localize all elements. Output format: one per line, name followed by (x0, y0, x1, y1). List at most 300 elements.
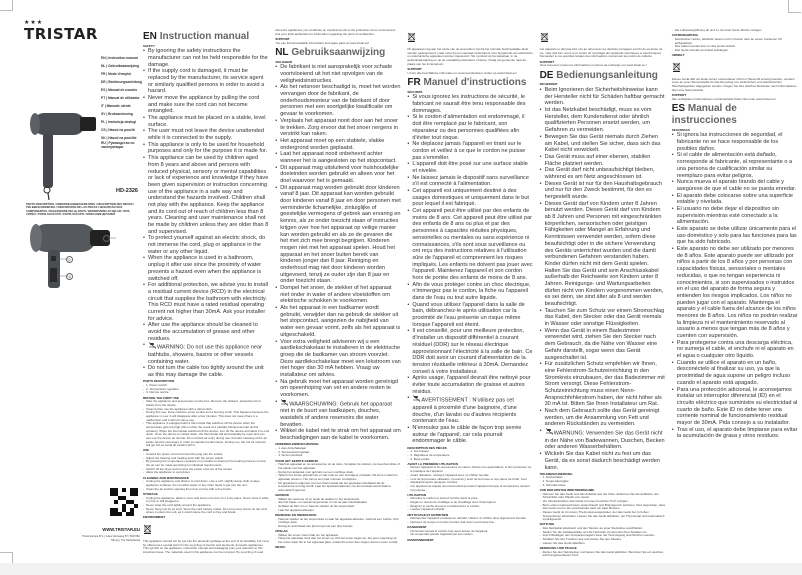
subsection-heading: STORAGE (143, 491, 158, 496)
subsection-text: Vous trouverez toutes les informations et pièces de rechange sur www.tristar.eu ! (539, 63, 647, 68)
section-heading (275, 47, 401, 59)
safety-item-text: El aparato debe colocarse sobre una superficie estable y nivelada. (676, 192, 794, 206)
subsection-heading: CLEANING AND MAINTENANCE (143, 475, 189, 480)
subsection-item: - Allow the appliance to cool down. (146, 471, 269, 475)
qr-code[interactable] (110, 488, 138, 516)
subsection-item: - 3. Narrow nozzle (146, 391, 269, 395)
safety-item (280, 138, 401, 151)
language-item: IT | Manuale utente (101, 104, 131, 108)
safety-item-text: Para protegerse contra una descarga eléctrica, no sumerja el cable, el enchufe ni el aparato en el agua o cualquier otro líquido. (676, 339, 794, 360)
safety-item-text: When the appliance is used in a bathroom, unplug it after use since the proximity of water presents a hazard even when the appliance is switched off. (148, 255, 262, 282)
subsection-item: - Beim ersten Gebrauch kann etwas Rauch und Brandgeruch auftreten. Dies liegt daran, dass das Gerät neu ist. Es verschwindet nach ein paar Minuten. (543, 504, 666, 511)
safety-item (677, 206, 798, 226)
subsection-heading: MILIEU (275, 545, 286, 550)
subsection-item: - Take the appliance and accessories out the box. Remove the stickers, protective foil or plastic from the device. (146, 400, 269, 407)
safety-item-text: Beim Ignorieren der Sicherheitshinweise kann der Hersteller nicht für Schäden haftbar gemacht werden. (544, 87, 665, 107)
subsection-item: - Clean before use the appliance with a damp cloth. (146, 408, 269, 412)
subsection-list (540, 527, 666, 545)
subsection-item: - 3. Smal mondstuk (278, 454, 401, 458)
safety-item-text: Wickeln Sie das Kabel nicht zu fest um das Gerät, da es sonst dadurch beschädigt werden kann. (544, 451, 660, 471)
language-code: DE (539, 69, 554, 81)
safety-item (677, 179, 798, 192)
safety-item (280, 118, 401, 138)
safety-item (280, 339, 401, 379)
safety-item-text: El usuario no debe dejar el dispositivo sin supervisión mientras esté conectado a la alimentación. (676, 205, 780, 226)
safety-item (545, 134, 666, 154)
subsection-heading: UMWELT (671, 53, 685, 58)
safety-item (412, 175, 533, 188)
safety-item (412, 141, 533, 161)
safety-item (148, 282, 269, 322)
safety-item (148, 48, 269, 68)
safety-list (672, 132, 798, 440)
safety-item (412, 302, 533, 329)
safety-item-text: Wikkel de kabel niet te strak om het apparaat om beschadigingen aan de kabel te voorkomen. (280, 428, 401, 442)
subsection-heading: SUPPORT (671, 92, 687, 97)
section-title: Manuel d'instructions (423, 77, 527, 89)
subsection-item: - Schalten Sie den Trockner aus und ziehen Sie den Stecker. (543, 538, 666, 542)
subsection-heading: USE (143, 448, 150, 453)
subsection-item: - Déroulez le cordon et insérez la fiche dans la prise. (410, 497, 533, 501)
safety-item (280, 399, 401, 429)
safety-item (280, 64, 401, 84)
subsection-item: - Réglez le niveau de soufflage et de chauffage avec l'interrupteur. (410, 501, 533, 505)
subsection-item: - Éteignez le sèche-cheveux et débranchez le cordon. (410, 505, 533, 509)
language-item: SK | Návod na použitie (101, 136, 137, 140)
safety-item (545, 428, 666, 451)
subsection-item: - Cet appareil est équipé d'un thermostat qui éteint l'appareil lorsque la température devient trop élevée. (410, 485, 533, 492)
safety-item (545, 451, 666, 471)
safety-item-text: Ist das Netzkabel beschädigt, muss es vom Hersteller, dem Kundendienst oder ähnlich qualifizierten Personen ersetzt werden, um Gefahren zu vermeiden. (544, 107, 652, 134)
section-title: Manual de instrucciones (671, 103, 737, 127)
safety-item (545, 87, 666, 107)
subsection-heading: UTILISATION (407, 492, 426, 497)
language-item: FR | Mode d'emploi (101, 72, 132, 76)
safety-item-text: Este aparato no debe ser utilizado por menores de 8 años. Este aparato puede ser utilizado por niños a partir de los 8 años y por personas con capacidades físicas, sensoriales o mentales reducidas, o que no tengan experiencia ni conocimientos, si son supervisados o instruidos en el uso del aparato de forma segura y entienden los riesgos implicados. Los niños no pueden jugar con el aparato. Mantenga el aparato y el cable fuera del alcance de los niños menores de 8 años. Los niños no podrán realizar la limpieza ni el mantenimiento reservado al usuario a menos que tengan más de 8 años y cuenten con supervisión. (676, 246, 798, 340)
subsection-item: - Reinig het apparaat voor gebruik met een vochtige doek. (278, 471, 401, 475)
safety-item (280, 285, 401, 305)
safety-list (407, 94, 533, 445)
subsection-heading: NETTOYAGE ET ENTRETIEN (407, 512, 449, 517)
safety-item-text: Never move the appliance by pulling the cord and make sure the cord can not become entangled. (148, 94, 260, 115)
safety-item-text: For additional protection, we advise you to install a residual current device (RCD) in the electrical circuit that supplies the bathroom with electricity. This RCD must have a rated residual operating current not higher than 30mA. Ask your installer for advice. (148, 282, 268, 322)
safety-item (280, 84, 401, 117)
subsection-item: - Nehmen Sie das Gerät und das Zubehör aus der Kiste. Entfernen Sie die Aufkleber, die Schutzfolie oder Plastik vom Gerät. (543, 493, 666, 500)
safety-item-text: Het apparaat moet op een stabiele, vlakke ondergrond worden geplaatst. (280, 137, 385, 151)
safety-item (545, 107, 666, 134)
subsection-heading: AVANT LA PREMIÈRE UTILISATION (407, 461, 458, 466)
safety-item (412, 208, 533, 282)
subsection-heading: REINIGING EN ONDERHOUD (275, 512, 317, 517)
subsection-item: - Reinig de luchtinlaat van tijd tot tijd met een fijne borstel. (278, 525, 401, 529)
subsection-list (540, 476, 666, 487)
safety-item (280, 165, 401, 185)
safety-item-text: Si el cable de alimentación está dañado, corresponde al fabricante, al representante o a una persona de cualificación similar su reemplazo para evitar peligros. (676, 152, 793, 179)
subsection-list (143, 400, 269, 448)
subsection-item: - Adjust the blowing and heating level with the power switch. (146, 457, 269, 461)
crossed-bin-icon (143, 521, 269, 539)
safety-item (677, 340, 798, 360)
subsection-heading: ONDERDELENBESCHRIJVING (275, 442, 319, 447)
subsection-list (275, 518, 401, 529)
subsection-item: - 2. Régulateur de température (410, 454, 533, 458)
subsection-list (407, 450, 533, 461)
subsection-item: - Das Kabel niemals fest um das Gerät wickeln. (675, 45, 798, 49)
callout-3: 3 (66, 273, 73, 280)
safety-item (148, 235, 269, 255)
language-code: NL (275, 47, 289, 59)
safety-item-text: Cet appareil est uniquement destiné à des usages domestiques et uniquement dans le but pour lequel il est fabriqué. (412, 188, 529, 208)
safety-item-text: L'appareil doit être posé sur une surface stable et nivelée. (412, 161, 528, 174)
language-item: ES | Manual de usuario (101, 88, 138, 92)
safety-item (545, 328, 666, 361)
crossed-bin-icon (407, 29, 533, 47)
subsection-item: - Dieses Gerät ist mit einem Thermostat ausgestattet, der das Gerät bei zu hohen Temperaturen abschaltet. Lassen Sie das Gerät abkühlen; der Thermostat wird automatisch zurückgesetzt. (543, 511, 666, 522)
subsection-item: - Stel het blaas- en verwarmingsniveau in met de aan-/uitschakelaar. (278, 501, 401, 505)
subsection-item: - By pressing the temperature regulator it is possible to interrupt the heating process so that the air can be made according to individual requirements. (146, 460, 269, 467)
callout-1: 1 (103, 235, 110, 242)
logo-stars: ★★★ (24, 20, 44, 26)
safety-item-text: Das Gerät muss auf einer ebenen, stabilen Fläche platziert werden. (544, 153, 651, 167)
subsection-item: - Lors de la première utilisation, il pourrait y avoir de la fumée et une odeur de brûlé. Ceci disparaîtra après quelques minutes. (410, 478, 533, 485)
subsection-item: - Wikkel het snoer nooit strak om het apparaat. (278, 534, 401, 538)
subsection-item: - Laat het apparaat afkoelen. (278, 509, 401, 513)
callout-2: 2 (66, 256, 73, 263)
safety-item (412, 395, 533, 425)
subsection-item: - Netzstecker ziehen, abkühlen lassen und im Karton oder an einem trockenen Ort aufbewahren. (675, 38, 798, 45)
subsection-text: Cet appareil ne doit pas être mis au rebut avec les déchets ménagers à la fin de sa durée de vie, mais doit être remis à un centre de recyclage des appareils électriques et électroniques. Demandez à vos autorités locales des informations concernant les points de collecte. (539, 47, 663, 59)
subsection-item: - Tijdens het eerste gebruik kan er wat rook en een brandgeur ontstaan. Dit komt omdat het apparaat nieuw is. Het zal na een paar minuten verdwijnen. (278, 474, 401, 481)
safety-item-text: Nach dem Gebrauch sollte das Gerät gereinigt werden, um die Ansammlung von Fett und anderen Rückständen zu vermeiden. (544, 408, 660, 428)
safety-item (412, 188, 533, 208)
safety-item (677, 387, 798, 427)
subsection-heading: PARTS DESCRIPTION (143, 379, 175, 384)
safety-item (280, 185, 401, 285)
safety-item (412, 94, 533, 114)
safety-item (148, 68, 269, 95)
section-es (672, 103, 798, 440)
section-title: Bedienungsanleitung (556, 69, 658, 81)
subsection-text: U kunt alle beschikbare informatie en reserveonderdelen vinden op www.tristar.eu! (407, 70, 517, 75)
safety-item-text: De fabrikant is niet aansprakelijk voor schade voortvloeiend uit het niet opvolgen van de veiligheidsinstructies. (280, 64, 393, 84)
safety-item (545, 167, 666, 180)
safety-item (280, 428, 401, 441)
website-link[interactable]: WWW.TRISTAR.EU (102, 527, 140, 532)
subsection-list (540, 493, 666, 522)
subsection-item: - Durch Betätigen des Temperaturreglers kann der Heizvorgang unterbrochen werden. (543, 534, 666, 538)
safety-item-text: Dieses Gerät darf von Kindern unter 8 Jahren benutzt werden. Dieses Gerät darf von Kindern ab 8 Jahren und Personen mit eingeschränkten körperlichen, sensorischen oder geistigen Fähigkeiten oder Mangel an Erfahrung und Kenntnissen verwendet werden, sofern diese beaufsichtigt oder in die sichere Verwendung des Geräts unterrichtet wurden und die damit verbundenen Gefahren verstanden haben. Kinder dürfen nicht mit dem Gerät spielen. Halten Sie das Gerät und sein Anschlusskabel außerhalb der Reichweite von Kindern unter 8 Jahren. Reinigungs- und Wartungsarbeiten dürfen nicht von Kindern vorgenommen werden, es sei denn, sie sind älter als 8 und werden beaufsichtigt. (544, 200, 664, 308)
safety-item-text: Bewegen Sie das Gerät niemals durch Ziehen am Kabel, und stellen Sie sicher, dass sich das Kabel nicht verwickelt. (544, 133, 661, 154)
safety-item (148, 142, 269, 155)
safety-item-text: Dit apparaat mag worden gebruikt door kinderen vanaf 8 jaar. Dit apparaat kan worden gebruikt door kinderen vanaf 8 jaar en door personen met verminderde lichamelijke, zintuiglijke of geestelijke vermogens of gebrek aan ervaring en kennis, als ze onder toezicht staan of instructies krijgen over hoe het apparaat op veilige manier kan worden gebruikt en als ze de gevaren die het met zich mee brengt begrijpen. Kinderen mogen niet met het apparaat spelen. Houd het apparaat en het snoer buiten bereik van kinderen jonger dan 8 jaar. Reiniging en onderhoud mag niet door kinderen worden uitgevoerd, tenzij ze ouder zijn dan 8 jaar en onder toezicht staan. (280, 184, 401, 285)
subsection-heading: TEILEBESCHREIBUNG (539, 471, 573, 476)
safety-item-text: WARNING: Do not use this appliance near bathtubs, showers, basins or other vessels containing water. (148, 344, 262, 365)
safety-item-text: Quand vous utilisez l'appareil dans la salle de bain, débranchez-le après utilisation car la proximité de l'eau présente un risque même lorsque l'appareil est éteint. (412, 301, 525, 328)
safety-item (412, 425, 533, 445)
safety-item (545, 181, 666, 201)
parts-diagram (28, 218, 118, 288)
manual-text-columns (143, 29, 798, 561)
cover-panel (0, 0, 140, 560)
safety-item-text: Afin de vous protéger contre un choc électrique, n'immergez pas le cordon, la fiche ou l'appareil dans de l'eau ou tout autre liquide. (412, 281, 531, 301)
subsection-item: - Stellen Sie die Gebläsestärke und die Heizstufe mit dem Ein-/Aus-Schalter ein. (543, 531, 666, 535)
safety-item-text: Tauchen Sie zum Schutz vor einem Stromschlag das Kabel, den Stecker oder das Gerät niemals in Wasser oder sonstige Flüssigkeiten. (544, 307, 665, 328)
subsection-heading: VOR DER ERSTEN INBETRIEBNAHME (539, 487, 595, 492)
subsection-item: - Clean the air suction opening from time to time with a fine brush. (146, 488, 269, 492)
safety-heading: SÉCURITÉ (407, 89, 423, 94)
subsection-heading: SUPPORT (275, 36, 290, 41)
safety-item-text: This appliance is only to be used for household purposes and only for the purpose it is made for. (148, 141, 268, 155)
language-item: EN | Instruction manual (101, 56, 138, 60)
subsection-item: - Unplug the appliance, allow to cool, and store in its box or in a dry place. Never store it while it is hot or still plugged in. (146, 497, 269, 504)
safety-item-text: AVERTISSEMENT : N'utilisez pas cet appareil à proximité d'une baignoire, d'une douche, d'un lavabo ou d'autres récipients contenant de l'eau. (412, 397, 517, 425)
safety-item-text: Il est conseillé, pour une meilleure protection, d'installer un dispositif différentiel à courant résiduel (DDR) sur le réseau électrique approvisionnant l'électricité à la salle de bain. Ce DDR doit avoir un courant d'alimentation de la tension résiduelle inférieur à 30mA. Demandez conseil à votre installateur. (412, 328, 533, 375)
subsection-heading: DESCRIPTION DES PIÈCES (407, 445, 447, 450)
subsection-item: - This appliance is equipped with a thermostat that switches off the device when the temperature gets too high (this is often the result of a partially blocked air inlet and/or exhaust). When the thermostat switched off the device, turn off the device and allow it to cool down. Once the device is cooled down, the thermostat will automatically be reset and you can use the device as normal. Do not block air entry during use. Periodic cleaning of the air intake hood is necessary in order to maintain performance. During use, the hot air exhaust will get hot so avoid all contact with it. (146, 422, 269, 448)
safety-item-text: This appliance can be used by children aged from 8 years and above and persons with reduced physical, sensory or mental capabilities or lack of experience and knowledge if they have been given supervision or instruction concerning use of the appliance in a safe way and understand the hazards involved. Children shall not play with the appliance. Keep the appliance and its cord out of reach of children less than 8 years. Cleaning and user maintenance shall not be made by children unless they are older than 8 and supervised. (148, 155, 269, 235)
safety-item (677, 360, 798, 387)
safety-item (148, 365, 269, 378)
subsection-item: - 1. Netzschalter (543, 476, 666, 480)
safety-item (677, 226, 798, 246)
subsection-heading: OPSLAG (275, 529, 288, 534)
subsection-item: - Laissez l'appareil refroidir. (410, 508, 533, 512)
subsection-heading: ENVIRONMENT (143, 515, 166, 520)
safety-item-text: The user must not leave the device unattended while it is connected to the supply. (148, 128, 264, 142)
safety-heading: VEILIGHEID (275, 59, 293, 64)
subsection-item: - Lassen Sie das Gerät abkühlen. (543, 542, 666, 546)
no-water-warning-icon (545, 428, 554, 438)
safety-heading: SEGURIDAD (671, 127, 690, 132)
language-item: RU | Руководство по эксплуатации (101, 141, 135, 149)
model-number: HD-2326 (115, 188, 138, 194)
language-code: ES (671, 103, 686, 115)
safety-list (143, 48, 269, 379)
section-title: Instruction manual (159, 31, 250, 42)
safety-item-text: Après usage, l'appareil devrait être nettoyé pour éviter toute accumulation de graisse et autres résidus. (412, 375, 531, 395)
subsection-text: Dieses Gerät darf am Ende seiner Lebensdauer nicht im Hausmüll entsorgt werden, sondern muss an einer Sammelstelle für das Recycling von elektrischen und elektronischen Haushaltsgeräten abgegeben werden. Fragen Sie Ihre örtlichen Behörden nach Informationen über eine Sammelstelle. (671, 76, 797, 92)
safety-item (412, 161, 533, 174)
subsection-heading: AUFBEWAHRUNG (671, 33, 698, 38)
subsection-item: - Nettoyez de temps en temps l'entrée d'air avec une brosse fine. (410, 521, 533, 525)
subsection-item: - Haal de stekker uit het stopcontact en laat het apparaat afkoelen. Gebruik een zachte, licht vochtige doek. (278, 518, 401, 525)
subsection-list (275, 447, 401, 458)
safety-item (148, 342, 269, 365)
subsection-item: - Unplug the appliance and allow it to cool down. Use a soft, slightly damp cloth to wipe appliance surfaces. Do not allow water or any other liquid to get into the unit. (146, 480, 269, 487)
subsection-heading: ENVIRONNEMENT (407, 537, 434, 542)
safety-item-text: After use the appliance should be cleaned to avoid the accumulation of grease and other residues. (148, 322, 258, 342)
section-heading (143, 31, 269, 43)
safety-item-text: Dompel het snoer, de stekker of het apparaat niet onder in water of andere vloeistoffen om elektrische schokken te voorkomen. (280, 285, 392, 305)
subsection-item: - Ne suspendez jamais l'appareil par son cordon. (410, 533, 533, 537)
safety-item-text: WAARSCHUWING: Gebruik het apparaat niet in de buurt van badkuipen, douches, wastafels of andere reservoirs die water bevatten. (280, 401, 392, 428)
subsection-item: - 3. Schmale Düse (543, 484, 666, 488)
subsection-list (275, 534, 401, 545)
subsection-item: - Unwind the power cord and insert the plug into the socket. (146, 453, 269, 457)
subsection-item: - 2. Temperatuurregelaar (278, 451, 401, 455)
subsection-list (407, 466, 533, 492)
safety-heading: SICHERHEIT (539, 82, 558, 87)
subsection-item: - Vor Inbetriebnahme das Gerät mit einem feuchten Tuch reinigen. (543, 500, 666, 504)
subsection-item: - Avant utilisation, nettoyez l'appareil avec un chiffon humide. (410, 474, 533, 478)
subsection-item: - Wikkel het netsnoer af en steek de stekker in het stopcontact. (278, 498, 401, 502)
safety-item-text: Wenn das Gerät in einem Badezimmer verwendet wird, ziehen Sie den Stecker nach dem Gebrauch, da die Nähe von Wasser eine Gefahr darstellt, sogar wenn das Gerät ausgeschaltet ist. (544, 327, 658, 361)
subsection-list (407, 517, 533, 524)
subsection-item: - 1. Power switch (146, 384, 269, 388)
subsection-heading: RANGEMENT (407, 525, 427, 530)
subsection-heading: REINIGUNG UND PFLEGE (539, 545, 577, 550)
bottom-band (0, 563, 802, 575)
crossed-bin-icon (540, 29, 666, 47)
section-title: Gebruiksaanwijzing (291, 47, 386, 59)
safety-item-text: Voor extra veiligheid adviseren wij u een aardlekschakelaar te installeren in de elektrische groep die de badkamer van stroom voorziet. Deze aardlekschakelaar moet een lekstroom van niet hoger dan 30 mA hebben. Vraag uw installateur om advies. (280, 338, 401, 378)
subsection-item: - 1. Interrupteur (410, 450, 533, 454)
subsection-list (275, 498, 401, 513)
subsection-item: - Haal het apparaat en de accessoires uit de doos. Verwijder de stickers, de beschermfolie of het plastic van het apparaat. (278, 463, 401, 470)
safety-item-text: Dit apparaat mag uitsluitend voor huishoudelijke doeleinden worden gebruikt en alleen voor het doel waarvoor het is gemaakt. (280, 164, 399, 185)
company-address: Tristar Europe B.V. | Jules Verneweg 87 | 5015 BH Tilburg | The Netherlands (82, 535, 140, 542)
safety-item-text: Si ignora las instrucciones de seguridad, el fabricante no se hace responsable de los posibles daños. (676, 132, 783, 152)
safety-item (677, 193, 798, 206)
subsection-item: - Switch off the dryer and remove the power cord out of the socket. (146, 468, 269, 472)
safety-item-text: Für zusätzlichen Schutz empfehlen wir Ihnen, eine Fehlerstrom-Schutzeinrichtung in den Stromkreis einzubauen, der das Badezimmer mit Strom versorgt. Diese Fehlerstrom-Schutzeinrichtung muss einen Nenn-Ansprechfehlerstrom haben, der nicht höher als 30 mA ist. Bitten Sie Ihren Installateur um Rat. (544, 361, 665, 408)
safety-item-text: Tras el uso, el aparato debe limpiarse para evitar la acumulación de grasa y otros residuos. (676, 426, 798, 440)
safety-item-text: Do not turn the cable too tightly around the unit as this may damage the cable. (148, 365, 264, 379)
safety-item (677, 427, 798, 440)
language-code: FR (407, 77, 421, 89)
safety-list (275, 64, 401, 442)
safety-item-text: If the supply cord is damaged, it must be replaced by the manufacturer, its service agent or similarly qualified persons in order to avoid a hazard. (148, 68, 265, 95)
safety-item (545, 154, 666, 167)
safety-item (412, 328, 533, 375)
safety-item-text: Das Gerät darf nicht unbeaufsichtigt bleiben, während es am Netz angeschlossen ist. (544, 167, 655, 180)
language-item: CS | Návod na použití (101, 128, 135, 132)
section-heading (672, 103, 798, 127)
subsection-item: - 2. Temperaturregler (543, 480, 666, 484)
subsection-list (143, 453, 269, 475)
safety-item-text: By ignoring the safety instructions the manufacturer can not be held responsible for the damage. (148, 48, 268, 68)
safety-item-text: Si vous ignorez les instructions de sécurité, le fabricant ne saurait être tenu responsable des dommages. (412, 94, 526, 114)
subsection-list (143, 384, 269, 395)
safety-heading: SAFETY (143, 43, 155, 48)
safety-item-text: Nunca mueva el aparato tirando del cable y asegúrese de que el cable no se pueda enredar. (676, 179, 797, 192)
safety-item-text: Cuando se utilice el aparato en un baño, desconéctelo al finalizar su uso, ya que la proximidad de agua supone un peligro incluso cuando el aparato está apagado. (676, 359, 791, 386)
section-heading (407, 77, 533, 89)
safety-item-text: Na gebruik moet het apparaat worden gereinigd om opeenhoping van vet en andere resten te voorkomen. (280, 378, 399, 399)
subsection-item: - 1. Aan-/uitschakelaar (278, 447, 401, 451)
subsection-item: - 2. Temperature regulator (146, 388, 269, 392)
subsection-heading: BEFORE THE FIRST USE (143, 395, 179, 400)
language-item: SV | Bruksanvisning (101, 112, 133, 116)
subsection-list (407, 530, 533, 537)
safety-item-text: Si le cordon d'alimentation est endommagé, il doit être remplacé par le fabricant, son réparateur ou des personnes qualifiées afin d'éviter tout risque. (412, 114, 525, 141)
subsection-list (143, 497, 269, 515)
parts-description-title: PARTS DESCRIPTION / ONDERDELENBESCHRIJVING / DESCRIPTION DES PIÈCES / TEILEBESCHREIBUNG / DESCRIPCIÓN DE LAS PIEZAS / DESCRIÇÃO DOS COMPONENTES / DESCRIZIONE DELLE PARTI / BESKRIVNING AV DELAR / OPIS CZĘŚCI / POPIS SOUČÁSTÍ / POPIS SÚČASTÍ / ОПИСАНИЕ ДЕТАЛЕЙ (26, 203, 135, 217)
language-item: DE | Bedienungsanleitung (101, 80, 142, 84)
safety-item-text: Este aparato se debe utilizar únicamente para el uso doméstico y solo para las funciones para las que ha sido fabricado. (676, 226, 797, 246)
language-item: PT | Manual de utilizador (101, 96, 140, 100)
crossed-bin-icon (672, 59, 798, 77)
safety-item (412, 282, 533, 302)
tristar-logo (24, 20, 98, 42)
language-item: NL | Gebruiksaanwijzing (101, 64, 140, 68)
safety-item (412, 375, 533, 395)
safety-item (148, 322, 269, 342)
safety-item (148, 115, 269, 128)
subsection-heading: GEBRUIK (275, 493, 290, 498)
section-heading (540, 70, 666, 82)
subsection-list (672, 38, 798, 53)
subsection-item: - N'enroulez jamais le cordon trop serré autour de l'appareil. (410, 530, 533, 534)
subsection-item: - Schakel de föhn uit en haal de stekker uit het stopcontact. (278, 505, 401, 509)
safety-item-text: Als het netsnoer beschadigd is, moet het worden vervangen door de fabrikant, de onderhoudsmonteur van de fabrikant of door personen met een soortgelijke kwalificatie om gevaar te voorkomen. (280, 84, 401, 118)
safety-item (148, 95, 269, 115)
logo-wordmark: TRISTAR (24, 25, 98, 43)
subsection-item: - Never hang unit by its cord. Store the cord loosely coiled. Do not put any stress on the cord where it enters the unit, as it could cause the cord to fray and break. (146, 508, 269, 515)
subsection-item: - During first use, there could be some smoke and a burning smell. This happens because the appliance is new. It will disappear after a few minutes. This does not mean there is a malfunction and it will not cause use. (146, 411, 269, 422)
safety-item (677, 246, 798, 340)
safety-item (677, 152, 798, 179)
safety-item-text: Verplaats het apparaat nooit door aan het snoer te trekken. Zorg ervoor dat het snoer nergens in verstrikt kan raken. (280, 117, 399, 138)
safety-item (148, 155, 269, 235)
safety-item (148, 255, 269, 282)
hair-dryer-product-image (25, 105, 100, 200)
subsection-item: - Retirez l'appareil et les accessoires du carton. Retirez les autocollants, le film protecteur ou le plastique de l'appareil. (410, 466, 533, 473)
subsection-item: - Débranchez l'appareil et laissez-le refroidir. Utilisez un chiffon doux légèrement humide. (410, 517, 533, 521)
safety-item-text: Laat het apparaat nooit onbeheerd achter wanneer het is aangesloten op het stopcontact. (280, 151, 397, 164)
language-code: EN (143, 31, 157, 42)
no-water-warning-icon (148, 342, 157, 352)
safety-item (412, 114, 533, 141)
safety-item (545, 201, 666, 308)
subsection-heading: SUPPORT (539, 59, 555, 64)
safety-item (280, 305, 401, 338)
subsection-item: - Das Netzkabel abwickeln und den Stecker an einer Steckdose anschließen. (543, 527, 666, 531)
safety-item-text: Cet appareil peut être utilisé par des enfants de moins de 8 ans. Cet appareil peut être utilisé par des enfants de 8 ans ou plus et par des personnes à capacités réduites physiques, sensorielles ou mentales ou sans expérience ni connaissances, s'ils sont sous surveillance ou ont reçu des instructions relatives à l'utilisation sûre de l'appareil et comprennent les risques impliqués. Les enfants ne doivent pas jouer avec l'appareil. Maintenez l'appareil et son cordon hors de portée des enfants de moins de 8 ans. (412, 208, 533, 281)
subsection-text: You can find all available information and spare parts at www.tristar.eu! (275, 40, 370, 45)
safety-item-text: To protect yourself against an electric shock, do not immerse the cord, plug or appliance in the water or any other liquid. (148, 235, 266, 255)
safety-item (545, 308, 666, 328)
safety-item (545, 361, 666, 408)
subsection-item: - 3. Buse étroite (410, 458, 533, 462)
subsection-list (407, 497, 533, 512)
language-item: PL | Instrukcja obsługi (101, 120, 137, 124)
safety-list (540, 87, 666, 471)
subsection-text: Alle verfügbaren Informationen und Ersatzteile finden Sie unter www.tristar.eu! (671, 96, 776, 101)
safety-item (148, 128, 269, 141)
subsection-item: - Never wrap the cord tightly around the appliance. (146, 504, 269, 508)
subsection-heading: VOOR HET EERSTE GEBRUIK (275, 458, 319, 463)
crop-mark-top-right (788, 0, 801, 13)
no-water-warning-icon (280, 399, 289, 409)
subsection-heading: SUPPORT (407, 66, 422, 71)
safety-item-text: Ne déplacez jamais l'appareil en tirant sur le cordon et veillez à ce que le cordon ne puisse pas s'emmêler. (412, 141, 526, 161)
subsection-item: - Die Luftansaugöffnung ab und zu mit einer feinen Bürste reinigen. (675, 29, 798, 33)
subsection-item: - Das Gerät niemals am Kabel aufhängen. (675, 49, 798, 53)
subsection-item: - Dit apparaat is uitgerust met een thermostaat die het apparaat uitschakelt als de temperatuur te hoog wordt. Laat het apparaat afkoelen; de thermostaat wordt daarna automatisch gereset. (278, 482, 401, 493)
safety-item (280, 379, 401, 399)
safety-item-text: N'enroulez pas le câble de façon trop serrée autour de l'appareil, car cela pourrait endommager le câble. (412, 425, 522, 445)
subsection-item: - Ziehen Sie den Netzstecker und lassen Sie das Gerät abkühlen. Benutzen Sie ein weiches, leicht angefeuchtetes Tuch. (543, 551, 666, 558)
safety-item-text: The appliance must be placed on a stable, level surface. (148, 115, 266, 128)
safety-item (280, 151, 401, 164)
subsection-list (143, 480, 269, 491)
safety-item-text: Para una protección adicional, le aconsejamos instalar un interruptor diferencial (ID) en el circuito eléctrico que suministre su electricidad al cuarto de baño. Este ID no debe tener una corriente nominal de funcionamiento residual mayor de 30mA. Pida consejo a su instalador. (676, 386, 798, 426)
subsection-item: - Hang het apparaat nooit aan het snoer op. Rol het snoer losjes op. Zet geen spanning op het snoer waar het in het apparaat gaat, omdat dit ervoor kan zorgen dat het snoer verslijt. (278, 537, 401, 544)
safety-item-text: Dieses Gerät ist nur für den Haushaltsgebrauch und nur für den Zweck bestimmt, für den es hergestellt wurde. (544, 180, 663, 201)
subsection-heading: NUTZUNG (539, 522, 555, 527)
safety-item-text: WARNUNG: Verwenden Sie das Gerät nicht in der Nähe von Badewannen, Duschen, Becken oder anderen Wasserbehältern. (544, 430, 665, 451)
